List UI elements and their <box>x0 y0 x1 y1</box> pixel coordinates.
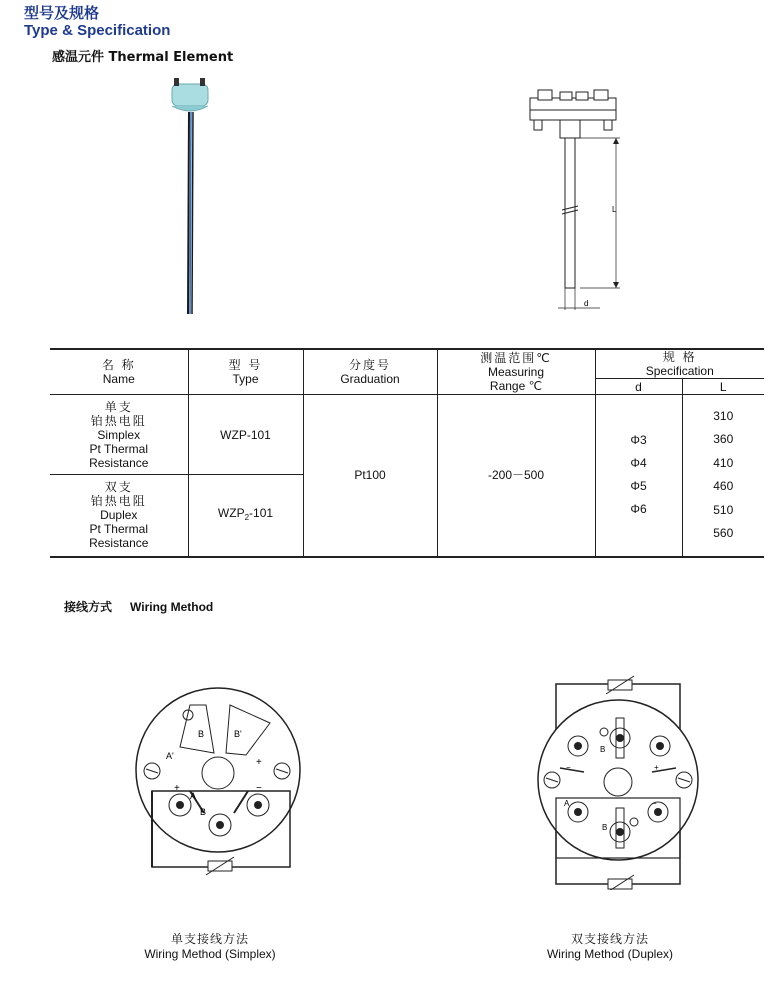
duplex-wiring-diagram <box>530 672 710 890</box>
L-value: 410 <box>713 455 734 470</box>
caption-duplex: 双支接线方法 Wiring Method (Duplex) <box>546 932 674 961</box>
wiring-section-title: 接线方式 Wiring Method <box>64 600 214 614</box>
svg-text:B: B <box>602 823 608 832</box>
header-spec: 规 格 Specification <box>595 349 764 379</box>
svg-text:A: A <box>190 791 197 801</box>
page-title-en: Type & Specification <box>24 22 171 39</box>
graduation-value: Pt100 <box>303 395 437 557</box>
header-L: L <box>682 379 764 395</box>
svg-text:+: + <box>256 757 262 768</box>
header-name: 名 称 Name <box>50 349 188 395</box>
L-value: 360 <box>713 432 734 447</box>
L-value: 310 <box>713 408 734 423</box>
dimension-label-d: d <box>584 299 589 308</box>
L-value: 560 <box>713 526 734 541</box>
svg-text:−: − <box>256 783 262 794</box>
type-duplex: $WZP_2-101$ <box>188 475 303 557</box>
d-value: Φ3 <box>630 433 647 448</box>
type-simplex: WZP-101 <box>188 395 303 475</box>
range-value: -200－500 <box>437 395 595 557</box>
d-value: Φ5 <box>630 479 647 494</box>
svg-text:B: B <box>200 807 207 817</box>
svg-text:−: − <box>652 799 657 808</box>
svg-text:A': A' <box>166 751 174 761</box>
name-duplex: 双支 铂热电阻 Duplex Pt Thermal Resistance <box>50 475 188 557</box>
svg-text:−: − <box>566 763 571 772</box>
simplex-wiring-diagram <box>130 675 310 880</box>
d-value: Φ4 <box>630 456 647 471</box>
name-simplex: 单支 铂热电阻 Simplex Pt Thermal Resistance <box>50 395 188 475</box>
svg-text:B: B <box>600 745 606 754</box>
svg-text:B': B' <box>234 729 242 739</box>
thermal-element-drawing <box>520 84 630 316</box>
svg-text:+: + <box>654 763 659 772</box>
header-d: d <box>595 379 682 395</box>
dimension-label-L: L <box>612 205 617 214</box>
svg-text:B: B <box>198 729 205 739</box>
d-values <box>595 395 682 557</box>
section-title-thermal-element: 感温元件 Thermal Element <box>52 50 234 65</box>
svg-text:A: A <box>564 799 570 808</box>
L-value: 460 <box>713 479 734 494</box>
caption-simplex: 单支接线方法 Wiring Method (Simplex) <box>144 932 276 961</box>
thermal-element-photo <box>160 78 220 320</box>
header-type: 型 号 Type <box>188 349 303 395</box>
L-value: 510 <box>713 502 734 517</box>
page-title-cn: 型号及规格 <box>24 4 100 22</box>
d-value: Φ6 <box>630 502 647 517</box>
header-graduation: 分度号 Graduation <box>303 349 437 395</box>
spec-table <box>50 348 764 558</box>
L-values <box>682 395 764 557</box>
svg-text:+: + <box>174 783 180 794</box>
header-range: 测温范围℃ Measuring Range ℃ <box>437 349 595 395</box>
